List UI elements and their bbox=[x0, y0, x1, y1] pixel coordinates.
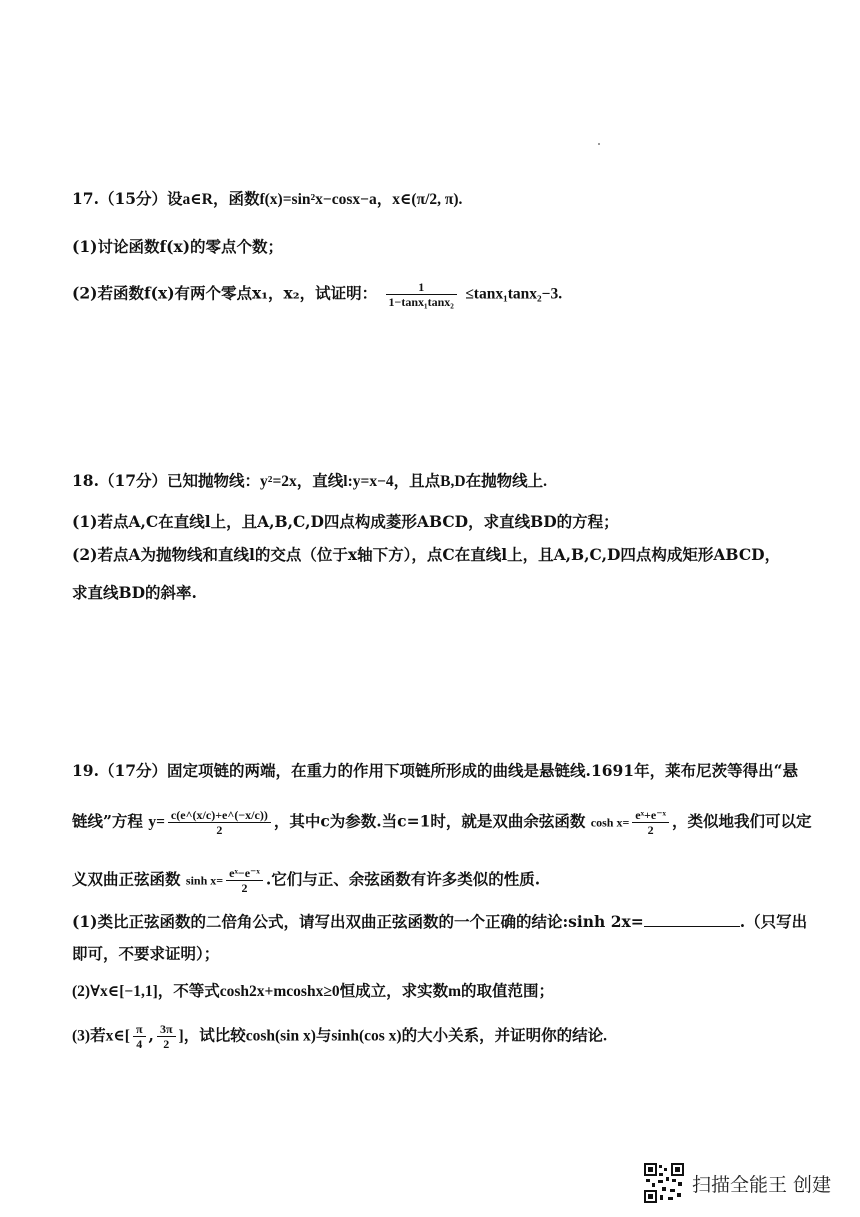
catenary-fraction: $\frac{c(e\^{}(x/c)+e\^{}(-x/c))}{2}$ bbox=[168, 808, 271, 837]
problem-17-fraction: $\frac{1}{\text{1−tanx₁tanx₂}}$ bbox=[386, 280, 457, 309]
problem-19-stem-line1: 19.（17分）固定项链的两端，在重力的作用下项链所形成的曲线是悬链线.1691年，莱布尼茨等得出“悬 bbox=[72, 761, 799, 780]
sinh-fraction: $\frac{\text{eˣ−e⁻ˣ}}{2}$ bbox=[226, 866, 263, 895]
answer-blank[interactable] bbox=[644, 912, 740, 927]
interval-lower-fraction: $\frac{\pi}{4}$ bbox=[133, 1022, 146, 1051]
problem-18-stem: 18.（17分）已知抛物线：y²=2x，直线l:y=x−4，且点B,D在抛物线上. bbox=[72, 471, 547, 490]
problem-19-stem-line3: 义双曲正弦函数 sinh x= $\frac{\text{eˣ−e⁻ˣ}}{2}$ .它们与正、余弦函数有许多类似的性质. bbox=[72, 866, 541, 895]
watermark-text: 扫描全能王 创建 bbox=[692, 1173, 832, 1196]
problem-19-part2: (2)∀x∈[−1,1]，不等式cosh2x+mcoshx≥0恒成立，求实数m的取值范围； bbox=[72, 983, 554, 1000]
problem-17-stem: 17.（15分）设a∈R，函数f(x)=sin²x−cosx−a，x∈(π/2, π). bbox=[72, 189, 463, 208]
problem-19-part3: (3)若x∈[ $\frac{\pi}{4}$ , $\frac{3\pi}{2}$ ]，试比较cosh(sin x)与sinh(cos x)的大小关系，并证明你的结论. bbox=[72, 1022, 607, 1051]
problem-19-stem-line2: 链线”方程 y= $\frac{c(e\^{}(x/c)+e\^{}(-x/c))}{2}$ ，其中c为参数.当c=1时，就是双曲余弦函数 cosh x= $\frac{\text{eˣ+e⁻ˣ}}{2}$ ，类似地我们可以定 bbox=[72, 808, 812, 837]
problem-19-part1: (1)类比正弦函数的二倍角公式，请写出双曲正弦函数的一个正确的结论:sinh 2x= .（只写出 bbox=[72, 912, 808, 931]
problem-17-part2: (2)若函数f(x)有两个零点x₁，x₂，试证明： $\frac{1}{\text{1−tanx₁tanx₂}}$ ≤tanx₁tanx₂−3. bbox=[72, 280, 563, 309]
qr-code-icon bbox=[644, 1163, 684, 1203]
problem-18-part1: (1)若点A,C在直线l上，且A,B,C,D四点构成菱形ABCD，求直线BD的方程； bbox=[72, 512, 619, 531]
problem-19-part1-cont: 即可，不要求证明）； bbox=[72, 944, 220, 963]
problem-18-part2: (2)若点A为抛物线和直线l的交点（位于x轴下方），点C在直线l上，且A,B,C,D四点构成矩形ABCD， bbox=[72, 545, 781, 564]
problem-17-part1: (1)讨论函数f(x)的零点个数； bbox=[72, 237, 284, 256]
cosh-fraction: $\frac{\text{eˣ+e⁻ˣ}}{2}$ bbox=[632, 808, 669, 837]
problem-18-part2-cont: 求直线BD的斜率. bbox=[72, 583, 197, 602]
scan-speck bbox=[598, 143, 600, 145]
camscanner-watermark bbox=[644, 1163, 831, 1203]
interval-upper-fraction: $\frac{3\pi}{2}$ bbox=[157, 1022, 176, 1051]
